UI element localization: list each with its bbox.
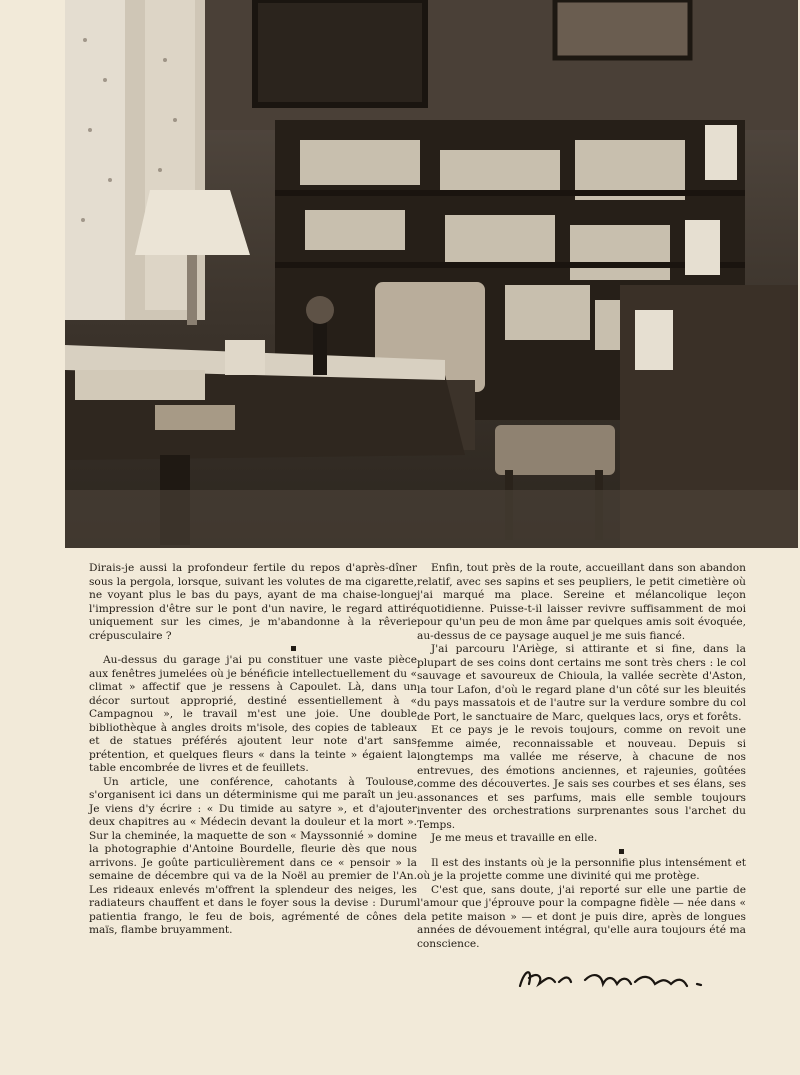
section-separator-icon bbox=[291, 646, 296, 651]
paragraph: Un article, une conférence, cahotants à Toulouse, s'organisent ici dans un déterminisme qui me paraît un jeu. Je viens d'y écrire : « Du timide au satyre », et d'ajouter deux chapitres au « Médecin devant la douleur et la mort ». Sur la cheminée, la maquette de son « Mayssonnié » domine la photographie d'Antoine Bourdelle, fleurie dès que nous arrivons. Je goûte particulièrement dans ce « pensoir » la semaine de décembre qui va de la Noël au premier de l'An. Les rideaux enlevés m'offrent la splendeur des neiges, les radiateurs chauffent et dans le foyer sous la devise : Durum patientia frango, le feu de bois, agrémenté de cônes de maïs, flambe bruyamment. bbox=[89, 775, 417, 936]
study-room-photo-icon bbox=[65, 0, 798, 548]
left-text-column bbox=[89, 562, 417, 938]
right-text-column bbox=[417, 562, 746, 951]
paragraph: Il est des instants où je la personnifie plus intensément et où je la projette comme une divinité qui me protège. bbox=[417, 856, 746, 882]
paragraph: C'est que, sans doute, j'ai reporté sur elle une partie de l'amour que j'éprouve pour la compagne fidèle — née dans « la petite maison » — et dont je puis dire, après de longues années de dévouement intégral, qu'elle aura toujours été ma conscience. bbox=[417, 883, 746, 950]
paragraph: Au-dessus du garage j'ai pu constituer une vaste pièce aux fenêtres jumelées où je bénéficie intellectuellement du « climat » affectif que je ressens à Capoulet. Là, dans un décor surtout approprié, destiné essentiellement à « Campagnou », le travail m'est une joie. Une double bibliothèque à angles droits m'isole, des copies de tableaux et de statues préférés ajoutent leur note d'art sans prétention, et quelques fleurs « dans la teinte » égaient la table encombrée de livres et de feuillets. bbox=[89, 654, 417, 774]
section-separator-icon bbox=[619, 849, 624, 854]
paragraph: Enfin, tout près de la route, accueillant dans son abandon relatif, avec ses sapins et ses peupliers, le petit cimetière où j'ai marqué ma place. Sereine et mélancolique leçon quotidienne. Puisse-t-il laisser revivre suffisamment de moi pour qu'un peu de mon âme par quelques amis soit évoquée, au-dessus de ce paysage auquel je me suis fiancé. bbox=[417, 562, 746, 642]
paragraph: Et ce pays je le revois toujours, comme on revoit une femme aimée, reconnaissable et nouveau. Depuis si longtemps ma vallée me réserve, à chacune de nos entrevues, des émotions anciennes, et rajeunies, goûtées comme des découvertes. Je sais ses courbes et ses élans, ses assonances et ses parfums, mais elle semble toujours inventer des orchestrations surprenantes sous l'archet du Temps. bbox=[417, 724, 746, 831]
paragraph: J'ai parcouru l'Ariège, si attirante et si fine, dans la plupart de ses coins dont certains me sont très chers : le col sauvage et savoureux de Chioula, la vallée secrète d'Aston, la tour Lafon, d'où le regard plane d'un côté sur les bleuités du pays massatois et de l'autre sur la verdure sombre du col de Port, le sanctuaire de Marc, quelques lacs, orys et forêts. bbox=[417, 643, 746, 723]
paragraph: Dirais-je aussi la profondeur fertile du repos d'après-dîner sous la pergola, lorsque, suivant les volutes de ma cigarette, ne voyant plus le bas du pays, ayant de ma chaise-longue l'impression d'être sur le pont d'un navire, le regard attiré uniquement sur les cimes, je m'abandonne à la rêverie crépusculaire ? bbox=[89, 562, 417, 642]
paragraph: Je me meus et travaille en elle. bbox=[431, 832, 598, 844]
study-room-photo bbox=[65, 0, 798, 548]
handwritten-signature-icon bbox=[515, 958, 715, 998]
